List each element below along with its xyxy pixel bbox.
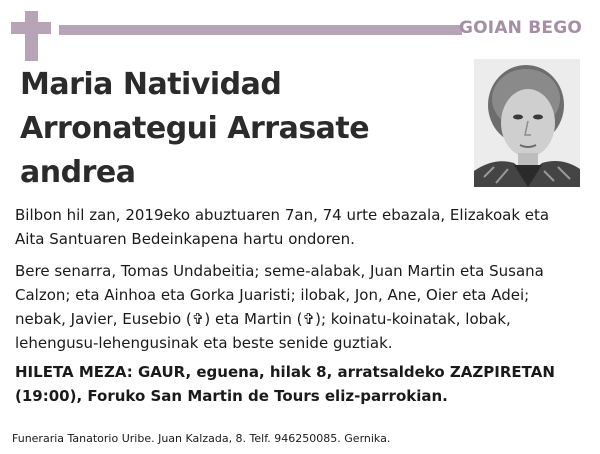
- footer-funeral-home: Funeraria Tanatorio Uribe. Juan Kalzada, 8. Telf. 946250085. Gernika.: [12, 432, 391, 445]
- family-paragraph: [15, 259, 580, 355]
- death-notice-paragraph: Bilbon hil zan, 2019eko abuztuaren 7an, 74 urte ebazala, Elizakoak eta Aita Santuaren Bedeinkapena hartu ondoren.: [15, 206, 550, 248]
- family-text-1: Bere senarra, Tomas Undabeitia; seme-alabak, Juan Martin eta Susana Calzon; eta Ainhoa eta Gorka Juaristi; ilobak, Jon, Ane, Oier eta Adei; nebak, Javier, Eusebio (: [15, 262, 544, 328]
- portrait-icon: [474, 59, 580, 187]
- deceased-name: Maria Natividad Arronategui Arrasate andrea: [20, 67, 370, 190]
- family-text-3: ); koinatu-koinatak, lobak, lehengusu-lehengusinak eta beste senide guztiak.: [15, 310, 511, 352]
- cross-icon-vertical: [25, 11, 38, 61]
- cross-icon-horizontal: [11, 22, 51, 34]
- header-rule: [59, 25, 462, 35]
- cross-icon: ✞: [191, 310, 205, 328]
- family-text-2: ) eta Martin (: [204, 310, 303, 328]
- funeral-paragraph: HILETA MEZA: GAUR, eguena, hilak 8, arratsaldeko ZAZPIRETAN (19:00), Foruko San Martin de Tours eliz-parrokian.: [15, 363, 555, 405]
- brand-name: GOIAN BEGO: [458, 18, 582, 38]
- portrait-photo: [474, 59, 580, 187]
- cross-icon: ✞: [302, 310, 316, 328]
